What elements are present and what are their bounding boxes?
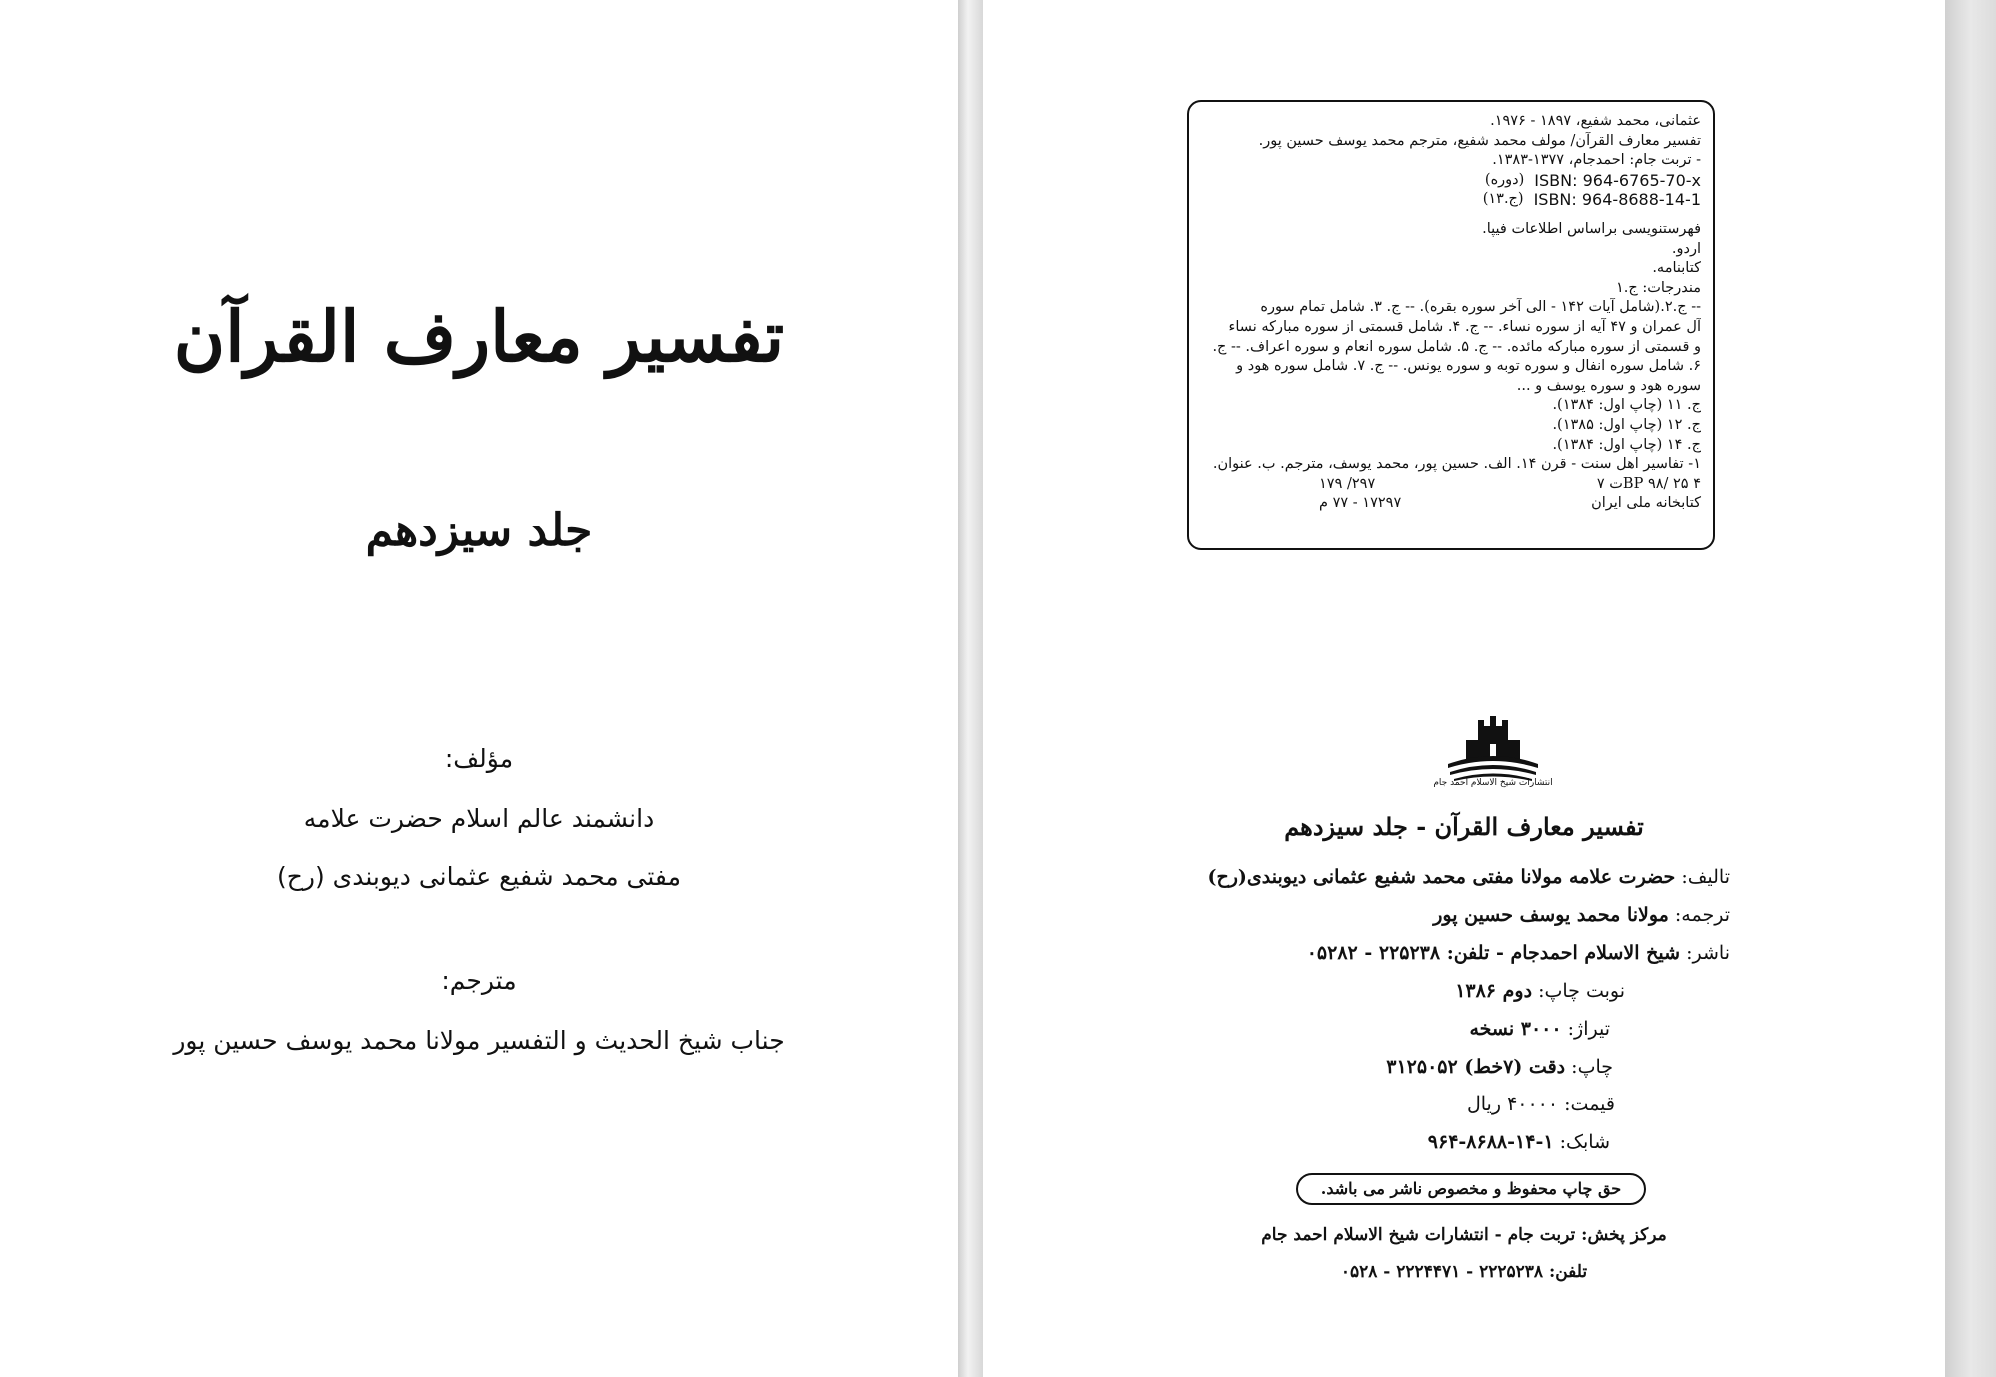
cip-line: اردو. <box>1671 240 1701 257</box>
national-library: کتابخانه ملی ایران <box>1591 495 1701 512</box>
classification-row <box>1199 475 1701 495</box>
print-run-label: تیراژ: <box>1567 1018 1610 1040</box>
author-label: مؤلف: <box>444 744 514 773</box>
book-gutter <box>958 0 983 1377</box>
cip-line: آل عمران و ۴۷ آیه از سوره نساء. -- ج. ۴. شامل قسمتی از سوره مبارکه نساء <box>1228 318 1701 335</box>
cip-line: ۱- تفاسیر اهل سنت - قرن ۱۴. الف. حسین پور، محمد یوسف، مترجم. ب. عنوان. <box>1212 456 1701 473</box>
author-honorific: دانشمند عالم اسلام حضرت علامه <box>303 804 655 833</box>
book-title: تفسیر معارف القرآن <box>173 295 785 378</box>
colophon-printer-row <box>1386 1056 1613 1078</box>
publisher-label: ناشر: <box>1686 942 1730 964</box>
colophon-publisher-row <box>1307 942 1730 964</box>
edition-label: نوبت چاپ: <box>1538 980 1625 1002</box>
cip-line: ج. ۱۴ (چاپ اول: ۱۳۸۴). <box>1552 436 1701 453</box>
publisher-value: شیخ الاسلام احمدجام - تلفن: ۲۲۵۲۳۸ - ۰۵۲۸۲ <box>1306 942 1681 964</box>
cip-line: و قسمتی از سوره مبارکه مائده. -- ج. ۵. شامل سوره انعام و سوره اعراف. -- ج. <box>1212 338 1701 355</box>
cip-line: ج. ۱۲ (چاپ اول: ۱۳۸۵). <box>1552 416 1701 433</box>
colophon-print-run-row <box>1469 1018 1610 1040</box>
cip-line: تفسیر معارف القرآن/ مولف محمد شفیع، مترجم محمد یوسف حسین پور. <box>1258 132 1701 149</box>
translation-value: مولانا محمد یوسف حسین پور <box>1433 904 1669 926</box>
colophon-title: تفسیر معارف القرآن - جلد سیزدهم <box>1284 812 1644 841</box>
publisher-logo-caption: انتشارات شیخ الاسلام احمد جام <box>1433 778 1553 788</box>
printer-value: دقت (۷خط) ۳۱۲۵۰۵۲ <box>1386 1056 1566 1078</box>
isbn-volume: ISBN: 964-8688-14-1 <box>1533 190 1701 210</box>
print-run-value: ۳۰۰۰ نسخه <box>1469 1018 1562 1040</box>
cip-line: ۶. شامل سوره انفال و سوره توبه و سوره یونس. -- ج. ۷. شامل سوره هود و <box>1236 358 1701 375</box>
colophon-isbn-row <box>1428 1131 1610 1153</box>
library-row <box>1199 494 1701 514</box>
colophon-author-row <box>1207 866 1730 888</box>
cip-line: مندرجات: ج.۱ <box>1615 279 1701 296</box>
cataloging-in-publication-box <box>1187 100 1715 550</box>
author-value: حضرت علامه مولانا مفتی محمد شفیع عثمانی دیوبندی(رح) <box>1207 866 1676 888</box>
library-number: ۱۷۲۹۷ - ۷۷ م <box>1319 495 1402 512</box>
colophon-price-row <box>1467 1093 1615 1115</box>
cip-line: فهرستنویسی براساس اطلاعات فیپا. <box>1482 220 1701 237</box>
cip-line: سوره هود و سوره یوسف و ... <box>1516 377 1701 394</box>
price-label: قیمت: <box>1564 1093 1615 1115</box>
translator-label: مترجم: <box>441 966 517 995</box>
right-page <box>983 0 1945 1377</box>
left-page <box>0 0 958 1377</box>
isbn-volume-label: (ج.۱۳) <box>1482 191 1524 208</box>
colophon-translation-row <box>1433 904 1730 926</box>
isbn-set: ISBN: 964-6765-70-x <box>1534 170 1701 190</box>
isbn-set-label: (دوره) <box>1484 171 1525 188</box>
translation-label: ترجمه: <box>1674 904 1730 926</box>
cip-line: ج. ۱۱ (چاپ اول: ۱۳۸۴). <box>1552 397 1701 414</box>
colophon-edition-row <box>1455 980 1625 1002</box>
copyright-notice: حق چاپ محفوظ و مخصوص ناشر می باشد. <box>1296 1173 1646 1205</box>
author-label: تالیف: <box>1681 866 1730 888</box>
cip-line: - تربت جام: احمدجام، ۱۳۷۷-۱۳۸۳. <box>1492 152 1701 169</box>
isbn-set-line <box>1199 171 1701 191</box>
distribution-center: مرکز پخش: تربت جام - انتشارات شیخ الاسلام احمد جام <box>1261 1225 1667 1245</box>
translator-name: جناب شیخ الحدیث و التفسیر مولانا محمد یوسف حسین پور <box>173 1026 785 1055</box>
cip-line: کتابنامه. <box>1652 260 1701 277</box>
cip-line: -- ج.۲.(شامل آیات ۱۴۲ - الی آخر سوره بقره). -- ج. ۳. شامل تمام سوره <box>1260 299 1701 316</box>
volume-title: جلد سیزدهم <box>365 505 593 556</box>
dewey-number: ۲۹۷/ ۱۷۹ <box>1319 475 1376 492</box>
printer-label: چاپ: <box>1571 1056 1613 1078</box>
isbn-label: شابک: <box>1559 1131 1610 1153</box>
phone-numbers: تلفن: ۲۲۲۵۲۳۸ - ۲۲۲۴۴۷۱ - ۰۵۲۸ <box>1340 1262 1588 1282</box>
edition-value: دوم ۱۳۸۶ <box>1455 980 1533 1002</box>
cip-line: عثمانی، محمد شفیع، ۱۸۹۷ - ۱۹۷۶. <box>1490 113 1701 129</box>
page-edge <box>1945 0 1996 1377</box>
price-value: ۴۰۰۰۰ ریال <box>1466 1093 1559 1115</box>
isbn-value: ۱-۱۴-۸۶۸۸-۹۶۴ <box>1427 1131 1554 1153</box>
classification-number: BP ۹۸/ ۲۵ ۴ت ۷ <box>1596 475 1701 492</box>
isbn-volume-line <box>1199 190 1701 210</box>
author-name: مفتی محمد شفیع عثمانی دیوبندی (رح) <box>277 862 681 891</box>
